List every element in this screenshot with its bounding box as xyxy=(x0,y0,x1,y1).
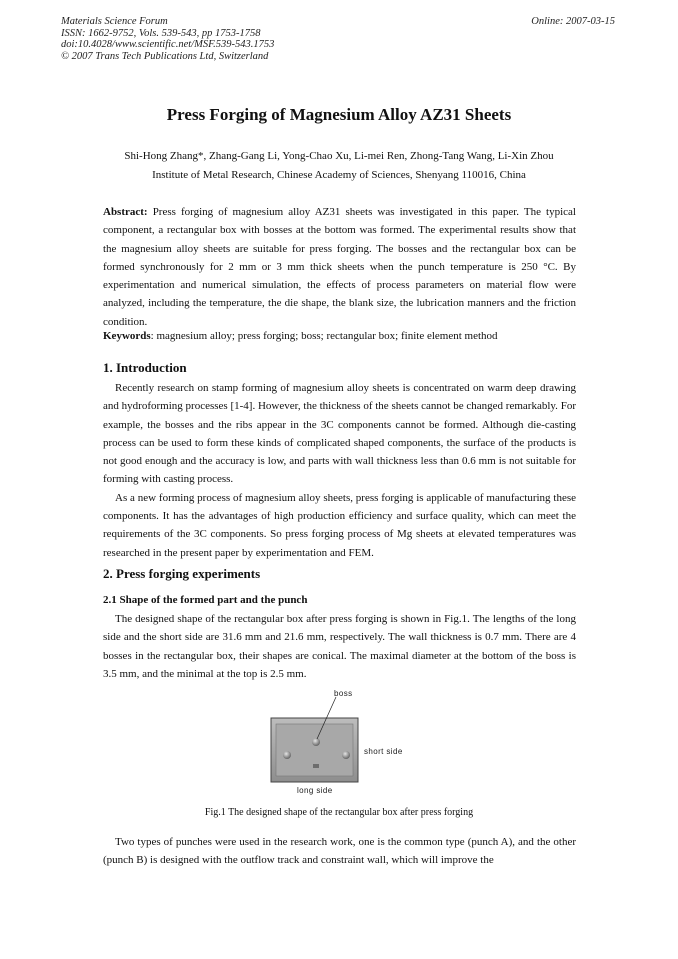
introduction-paragraph-2: As a new forming process of magnesium alloy sheets, press forging is applicable of manufacturing these components. It has the advantages of high production efficiency and surface quality, which can meet the requirements of the 3C components. So press forging process of Mg sheets at elevated temperatures was researched in the present paper by experimentation and FEM. xyxy=(103,491,576,559)
journal-copyright: © 2007 Trans Tech Publications Ltd, Switzerland xyxy=(61,50,269,62)
figure-caption: Fig.1 The designed shape of the rectangular box after press forging xyxy=(204,807,474,818)
online-date: Online: 2007-03-15 xyxy=(531,16,615,27)
figure-rectangular-box xyxy=(260,686,430,798)
boss-2 xyxy=(283,751,291,759)
abstract-label: Abstract: xyxy=(103,206,148,218)
boss-3 xyxy=(342,751,350,759)
introduction-paragraph-1: Recently research on stamp forming of magnesium alloy sheets is concentrated on warm deep drawing and hydroforming processes [1-4]. However, the thickness of the sheets cannot be changed remarkably. For example, the bosses and the ribs appear in the 3C components cannot be formed. Although die-casting process can be used to form these kinds of complicated shaped components, the surface of the products is not good enough and the accuracy is low, and parts with wall thickness less than 0.6 mm is not suitable for forming with casting process. xyxy=(103,382,576,486)
label-short-side: short side xyxy=(364,747,403,756)
keywords-text: : magnesium alloy; press forging; boss; rectangular box; finite element method xyxy=(150,330,498,342)
box-diagram xyxy=(260,686,430,798)
journal-issn: ISSN: 1662-9752, Vols. 539-543, pp 1753-1758 xyxy=(61,27,261,39)
journal-doi: doi:10.4028/www.scientific.net/MSF.539-543.1753 xyxy=(61,39,275,51)
boss-1 xyxy=(312,738,320,746)
abstract xyxy=(103,203,576,331)
journal-header xyxy=(61,16,274,62)
box-floor xyxy=(276,724,353,776)
experiments-paragraph-2: Two types of punches were used in the research work, one is the common type (punch A), and the other (punch B) is designed with the outflow track and constraint wall, which will improve the xyxy=(103,836,576,867)
subsection-heading-shape: 2.1 Shape of the formed part and the punch xyxy=(103,594,308,606)
section-heading-experiments: 2. Press forging experiments xyxy=(103,566,261,581)
affiliation: Institute of Metal Research, Chinese Academy of Sciences, Shenyang 110016, China xyxy=(152,169,526,181)
authors: Shi-Hong Zhang*, Zhang-Gang Li, Yong-Chao Xu, Li-mei Ren, Zhong-Tang Wang, Li-Xin Zhou xyxy=(124,150,554,162)
experiments-body xyxy=(103,610,576,683)
keywords xyxy=(103,327,576,345)
keywords-label: Keywords xyxy=(103,330,151,342)
punch-body xyxy=(103,833,576,870)
paper-title: Press Forging of Magnesium Alloy AZ31 Sheets xyxy=(166,105,512,124)
experiments-paragraph-1: The designed shape of the rectangular box after press forging is shown in Fig.1. The lengths of the long side and the short side are 31.6 mm and 21.6 mm, respectively. The wall thickness is 0.7 mm. There are 4 bosses in the rectangular box, their shapes are conical. The maximal diameter at the bottom of the boss is 3.5 mm, and the minimal at the top is 2.5 mm. xyxy=(103,613,576,680)
abstract-text: Press forging of magnesium alloy AZ31 sheets was investigated in this paper. The typical component, a rectangular box with bosses at the bottom was formed. The experimental results show that the magnesium alloy sheets are suitable for press forging. The bosses and the rectangular box can be formed synchronously for 2 mm or 3 mm thick sheets when the punch temperature is 250 °C. By experimentation and numerical simulation, the effects of process parameters on material flow were analyzed, including the temperature, the die shape, the blank size, the lubrication manners and the friction condition. xyxy=(103,206,576,328)
label-long-side: long side xyxy=(297,786,333,795)
label-boss: boss xyxy=(334,689,353,698)
section-heading-introduction: 1. Introduction xyxy=(103,360,187,375)
introduction-body xyxy=(103,379,576,562)
journal-name: Materials Science Forum xyxy=(61,16,168,27)
boss-4 xyxy=(313,764,319,768)
